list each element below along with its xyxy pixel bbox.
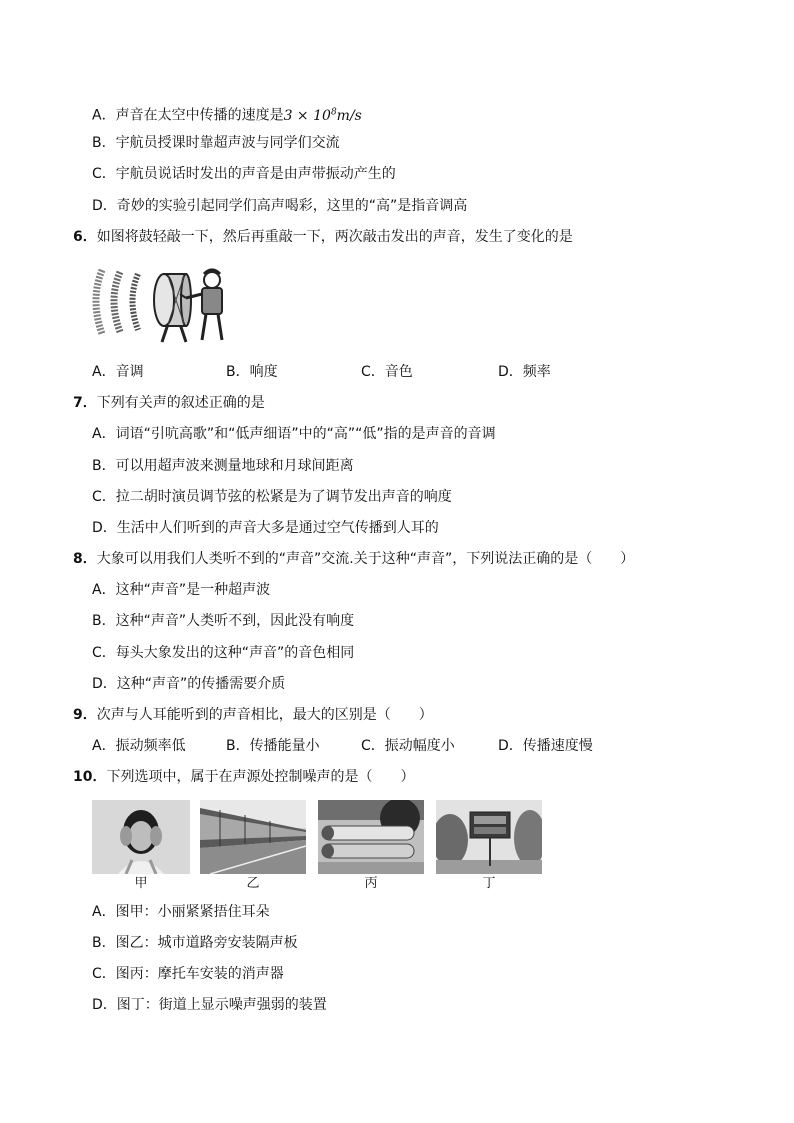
question-stem: 大象可以用我们人类听不到的“声音”交流.关于这种“声音”，下列说法正确的是（ ） bbox=[96, 551, 635, 567]
sound-wave-icon bbox=[96, 270, 138, 334]
math-speed: $3 \times 10^8m/s$ bbox=[283, 107, 362, 124]
q5-option-c bbox=[92, 164, 396, 184]
question-number: 6． bbox=[73, 229, 97, 245]
q6-options bbox=[92, 362, 632, 382]
question-stem: 下列选项中，属于在声源处控制噪声的是（ ） bbox=[106, 769, 415, 785]
drum-icon bbox=[154, 274, 191, 342]
q7-option-a: A．词语“引吭高歌”和“低声细语”中的“高”“低”指的是声音的音调 bbox=[92, 426, 496, 442]
q6-option-c: C．音色 bbox=[361, 364, 413, 380]
q9-option-d: D．传播速度慢 bbox=[498, 738, 593, 754]
q9-option-a: A．振动频率低 bbox=[92, 738, 186, 754]
option-letter: A． bbox=[92, 107, 116, 124]
q10-option-d: D．图丁：街道上显示噪声强弱的装置 bbox=[92, 997, 327, 1013]
drum-illustration bbox=[88, 258, 233, 344]
q9-options bbox=[92, 736, 632, 756]
question-stem: 下列有关声的叙述正确的是 bbox=[96, 395, 265, 411]
caption-bing: 丙 bbox=[364, 876, 378, 891]
question-stem: 次声与人耳能听到的声音相比，最大的区别是（ ） bbox=[96, 707, 433, 723]
q7-option-c: C．拉二胡时演员调节弦的松紧是为了调节发出声音的响度 bbox=[92, 489, 452, 505]
question-9 bbox=[73, 705, 433, 725]
question-number: 7． bbox=[73, 395, 97, 411]
road-sound-barrier-photo bbox=[200, 800, 306, 874]
q8-option-c: C．每头大象发出的这种“声音”的音色相同 bbox=[92, 645, 355, 661]
caption-jia: 甲 bbox=[134, 876, 148, 891]
q6-option-b: B．响度 bbox=[226, 364, 278, 380]
q5-option-d bbox=[92, 196, 467, 216]
motorcycle-muffler-photo bbox=[318, 800, 424, 874]
q5-option-b bbox=[92, 133, 340, 153]
option-text: 宇航员授课时靠超声波与同学们交流 bbox=[115, 135, 340, 151]
q8-option-a: A．这种“声音”是一种超声波 bbox=[92, 582, 271, 598]
option-letter: B． bbox=[92, 135, 116, 151]
question-10 bbox=[73, 767, 414, 787]
question-number: 9． bbox=[73, 707, 97, 723]
question-number: 10． bbox=[73, 769, 107, 785]
q10-option-b: B．图乙：城市道路旁安装隔声板 bbox=[92, 935, 298, 951]
q9-option-c: C．振动幅度小 bbox=[361, 738, 455, 754]
q10-option-a: A．图甲：小丽紧紧捂住耳朵 bbox=[92, 904, 270, 920]
girl-covering-ears-photo bbox=[92, 800, 190, 874]
q8-option-d: D．这种“声音”的传播需要介质 bbox=[92, 676, 286, 692]
question-8 bbox=[73, 549, 634, 569]
q10-option-c: C．图丙：摩托车安装的消声器 bbox=[92, 966, 284, 982]
q6-option-a: A．音调 bbox=[92, 364, 144, 380]
question-number: 8． bbox=[73, 551, 97, 567]
q6-option-d: D．频率 bbox=[498, 364, 551, 380]
caption-ding: 丁 bbox=[482, 876, 496, 891]
option-text: 宇航员说话时发出的声音是由声带振动产生的 bbox=[115, 166, 396, 182]
option-letter: C． bbox=[92, 166, 116, 182]
q8-option-b: B．这种“声音”人类听不到，因此没有响度 bbox=[92, 613, 355, 629]
option-letter: D． bbox=[92, 198, 117, 214]
option-text: 声音在太空中传播的速度是 bbox=[115, 107, 284, 124]
option-text: 奇妙的实验引起同学们高声喝彩，这里的“高”是指音调高 bbox=[116, 198, 468, 214]
question-7 bbox=[73, 393, 265, 413]
noise-monitor-photo bbox=[436, 800, 542, 874]
q9-option-b: B．传播能量小 bbox=[226, 738, 320, 754]
caption-yi: 乙 bbox=[246, 876, 260, 891]
q7-option-b: B．可以用超声波来测量地球和月球间距离 bbox=[92, 458, 354, 474]
question-stem: 如图将鼓轻敲一下，然后再重敲一下，两次敲击发出的声音，发生了变化的是 bbox=[96, 229, 573, 245]
question-6 bbox=[73, 227, 573, 247]
q7-option-d: D．生活中人们听到的声音大多是通过空气传播到人耳的 bbox=[92, 520, 439, 536]
q5-option-a bbox=[92, 102, 362, 126]
